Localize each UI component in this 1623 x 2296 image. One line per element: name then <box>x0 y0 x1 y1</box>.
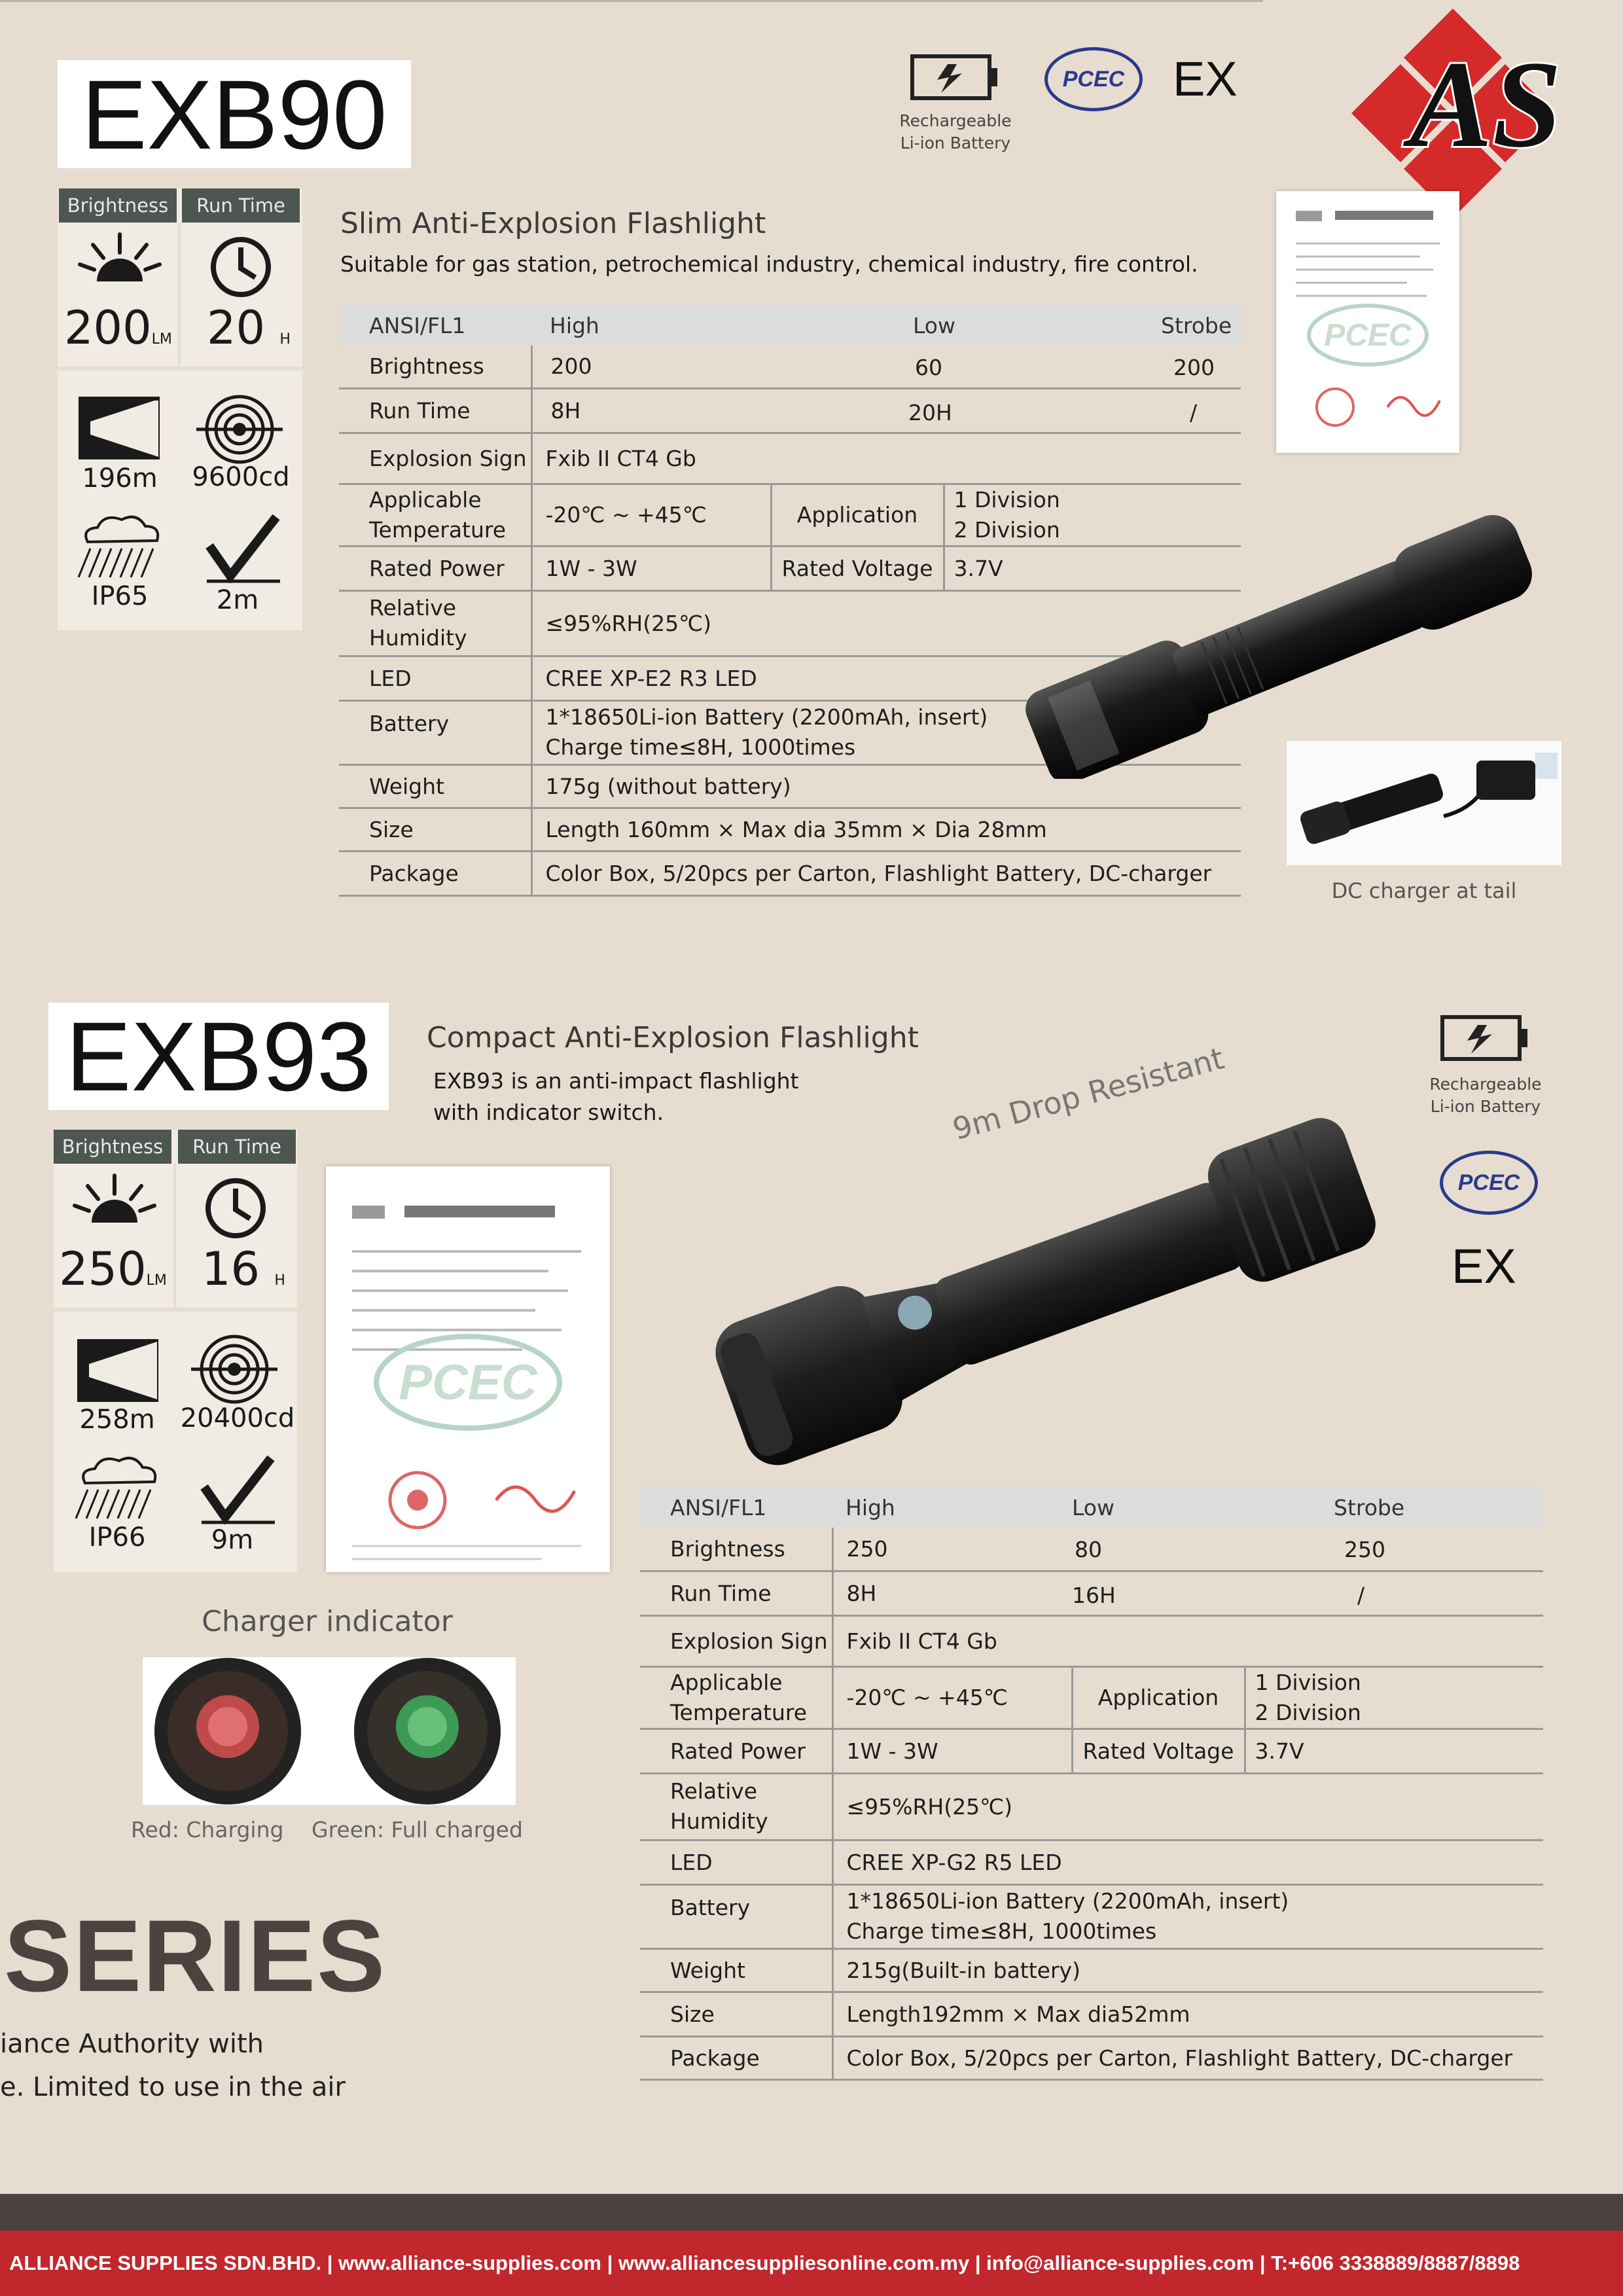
battery-icon <box>1440 1013 1531 1066</box>
table-header: High <box>832 1487 1072 1528</box>
spec-divider-v <box>178 223 181 367</box>
table-row-label: Applicable Temperature <box>339 484 531 546</box>
footer-dark-band <box>0 2194 1623 2231</box>
table-row-label: Rated Power <box>339 546 531 590</box>
charger-green-caption: Green: Full charged <box>312 1817 523 1842</box>
exb93-flashlight-image <box>668 1073 1400 1466</box>
table-cell: Color Box, 5/20pcs per Carton, Flashlight Battery, DC-charger <box>531 851 1241 895</box>
table-cell: 200 <box>531 346 771 388</box>
exb93-model-title: EXB93 <box>48 1003 389 1110</box>
table-header: Low Strobe <box>771 305 1241 346</box>
footer-contact-bar <box>0 2231 1623 2296</box>
table-header: ANSI/FL1 <box>339 305 531 346</box>
table-cell: 1*18650Li-ion Battery (2200mAh, insert) Charge time≤8H, 1000times <box>832 1884 1543 1948</box>
beam-distance-icon <box>76 1338 160 1403</box>
logo-text: AS <box>1409 36 1562 173</box>
brightness-value: 250LM <box>59 1242 167 1296</box>
certificate-drawing <box>1276 191 1459 453</box>
brightness-value: 200LM <box>64 301 172 355</box>
exb90-certificate-image <box>1276 191 1459 453</box>
ip-rating-value: IP65 <box>91 581 149 611</box>
footer-contact-text: ALLIANCE SUPPLIES SDN.BHD. | www.alliance-supplies.com | www.alliancesuppliesonline.com.my | info@alliance-supplies.com | T:+606 3338889/8887/8898 <box>9 2251 1520 2274</box>
ex-mark: EX <box>1173 52 1238 106</box>
intensity-value: 9600cd <box>192 462 290 492</box>
table-row-label: LED <box>640 1840 832 1884</box>
beam-distance-value: 258m <box>79 1405 155 1435</box>
table-cell: 1 Division 2 Division <box>944 484 1241 546</box>
table-row-label: Battery <box>339 700 531 764</box>
table-cell: -20℃ ~ +45℃ <box>531 484 771 546</box>
table-cell: 20H / <box>771 388 1241 433</box>
dc-charger-caption: DC charger at tail <box>1331 878 1517 903</box>
table-row-label: Battery <box>640 1884 832 1948</box>
sun-icon <box>77 229 162 288</box>
runtime-header: Run Time <box>178 1130 296 1164</box>
table-row-label: Explosion Sign <box>640 1615 832 1666</box>
exb90-model-title: EXB90 <box>58 60 411 168</box>
drop-resistant-label: 9m Drop Resistant <box>949 1040 1228 1147</box>
dc-charger-image <box>1287 741 1561 865</box>
target-icon <box>194 390 285 469</box>
runtime-header: Run Time <box>182 188 300 223</box>
table-row-label: Rated Power <box>640 1729 832 1773</box>
target-icon <box>188 1330 280 1408</box>
spec-divider-v <box>173 1164 176 1308</box>
svg-text:PCEC: PCEC <box>399 1355 537 1410</box>
exb90-product-title: Slim Anti-Explosion Flashlight <box>340 207 766 240</box>
table-cell: Fxib II CT4 Gb <box>832 1615 1543 1666</box>
intensity-value: 20400cd <box>180 1403 295 1433</box>
table-cell: 1W - 3W <box>832 1729 1072 1773</box>
table-cell: ≤95%RH(25℃) <box>531 590 1241 656</box>
charger-indicator-title: Charger indicator <box>202 1605 453 1638</box>
table-row-label: LED <box>339 656 531 700</box>
table-cell: 1 Division 2 Division <box>1245 1666 1543 1729</box>
runtime-value: 20 H <box>207 301 291 355</box>
table-row-label: Relative Humidity <box>640 1773 832 1840</box>
top-border <box>0 0 1263 2</box>
table-row-label: Size <box>339 808 531 851</box>
table-header: High <box>531 305 771 346</box>
table-cell: 3.7V <box>944 546 1241 590</box>
table-row-label: Weight <box>640 1948 832 1992</box>
table-row-label: Run Time <box>339 388 531 433</box>
table-row-label: Explosion Sign <box>339 433 531 484</box>
table-cell: Color Box, 5/20pcs per Carton, Flashlight Battery, DC-charger <box>832 2036 1543 2079</box>
table-row-label: Rated Voltage <box>771 546 944 590</box>
table-header: Low Strobe <box>1072 1487 1543 1528</box>
table-cell: 80 250 <box>1072 1528 1543 1571</box>
exb93-spec-table <box>640 1487 1543 2081</box>
table-row-label: Package <box>640 2036 832 2079</box>
table-cell: 60 200 <box>771 346 1241 388</box>
series-heading: SERIES <box>4 1899 387 2013</box>
table-cell: 8H <box>531 388 771 433</box>
impact-check-icon <box>204 513 283 585</box>
table-cell: 250 <box>832 1528 1072 1571</box>
series-text-line-2: e. Limited to use in the air <box>0 2072 346 2102</box>
table-header: ANSI/FL1 <box>640 1487 832 1528</box>
exb93-certificate-image <box>326 1166 610 1572</box>
table-row-label: Application <box>771 484 944 546</box>
pcec-logo: PCEC <box>1044 47 1143 111</box>
table-cell: CREE XP-E2 R3 LED <box>531 656 1241 700</box>
exb93-product-description: EXB93 is an anti-impact flashlight with indicator switch. <box>433 1068 799 1125</box>
battery-icon <box>910 52 1001 105</box>
table-cell: 215g(Built-in battery) <box>832 1948 1543 1992</box>
impact-value: 2m <box>216 585 259 615</box>
ex-mark: EX <box>1452 1239 1516 1293</box>
table-cell: 1*18650Li-ion Battery (2200mAh, insert) Charge time≤8H, 1000times <box>531 700 1241 764</box>
impact-check-icon <box>199 1454 277 1526</box>
brightness-header: Brightness <box>59 188 177 223</box>
beam-distance-icon <box>77 395 161 461</box>
certificate-drawing <box>326 1166 610 1572</box>
table-row-label: Brightness <box>339 346 531 388</box>
brightness-header: Brightness <box>54 1130 171 1164</box>
battery-caption: Rechargeable Li-ion Battery <box>1429 1075 1542 1116</box>
spec-divider-h <box>58 367 302 370</box>
rain-icon <box>75 509 166 581</box>
exb93-spec-panel <box>54 1130 297 1572</box>
table-cell: CREE XP-G2 R5 LED <box>832 1840 1543 1884</box>
table-cell: 8H <box>832 1571 1072 1615</box>
table-cell: Length 160mm × Max dia 35mm × Dia 28mm <box>531 808 1241 851</box>
table-row-label: Size <box>640 1992 832 2036</box>
runtime-value: 16 H <box>202 1242 285 1296</box>
exb90-flashlight-image <box>985 478 1541 779</box>
series-text-line-1: iance Authority with <box>0 2029 264 2059</box>
battery-caption: Rechargeable Li-ion Battery <box>899 111 1012 152</box>
exb90-product-subtitle: Suitable for gas station, petrochemical industry, chemical industry, fire control. <box>340 251 1198 277</box>
ip-rating-value: IP66 <box>88 1522 146 1552</box>
svg-text:PCEC: PCEC <box>1324 318 1412 353</box>
table-cell: Length192mm × Max dia52mm <box>832 1992 1543 2036</box>
table-row-label: Package <box>339 851 531 895</box>
table-row-label: Brightness <box>640 1528 832 1571</box>
charger-indicator-image <box>143 1657 516 1805</box>
table-cell: 16H / <box>1072 1571 1543 1615</box>
impact-value: 9m <box>211 1525 254 1555</box>
table-row-label: Rated Voltage <box>1072 1729 1245 1773</box>
clock-icon <box>203 1175 268 1241</box>
table-cell: Fxib II CT4 Gb <box>531 433 1241 484</box>
table-cell: 175g (without battery) <box>531 764 1241 808</box>
sun-icon <box>72 1170 157 1229</box>
table-cell: -20℃ ~ +45℃ <box>832 1666 1072 1729</box>
table-row-label: Applicable Temperature <box>640 1666 832 1729</box>
exb90-spec-panel <box>58 188 302 630</box>
clock-icon <box>208 234 274 300</box>
spec-divider-h <box>54 1308 297 1312</box>
exb93-product-title: Compact Anti-Explosion Flashlight <box>427 1021 919 1054</box>
rain-icon <box>72 1450 164 1522</box>
charger-red-caption: Red: Charging <box>131 1817 284 1842</box>
table-row-label: Application <box>1072 1666 1245 1729</box>
table-cell: 3.7V <box>1245 1729 1543 1773</box>
table-row-label: Weight <box>339 764 531 808</box>
table-row-label: Relative Humidity <box>339 590 531 656</box>
beam-distance-value: 196m <box>82 463 158 493</box>
pcec-logo: PCEC <box>1440 1151 1538 1215</box>
table-cell: ≤95%RH(25℃) <box>832 1773 1543 1840</box>
table-row-label: Run Time <box>640 1571 832 1615</box>
table-cell: 1W - 3W <box>531 546 771 590</box>
